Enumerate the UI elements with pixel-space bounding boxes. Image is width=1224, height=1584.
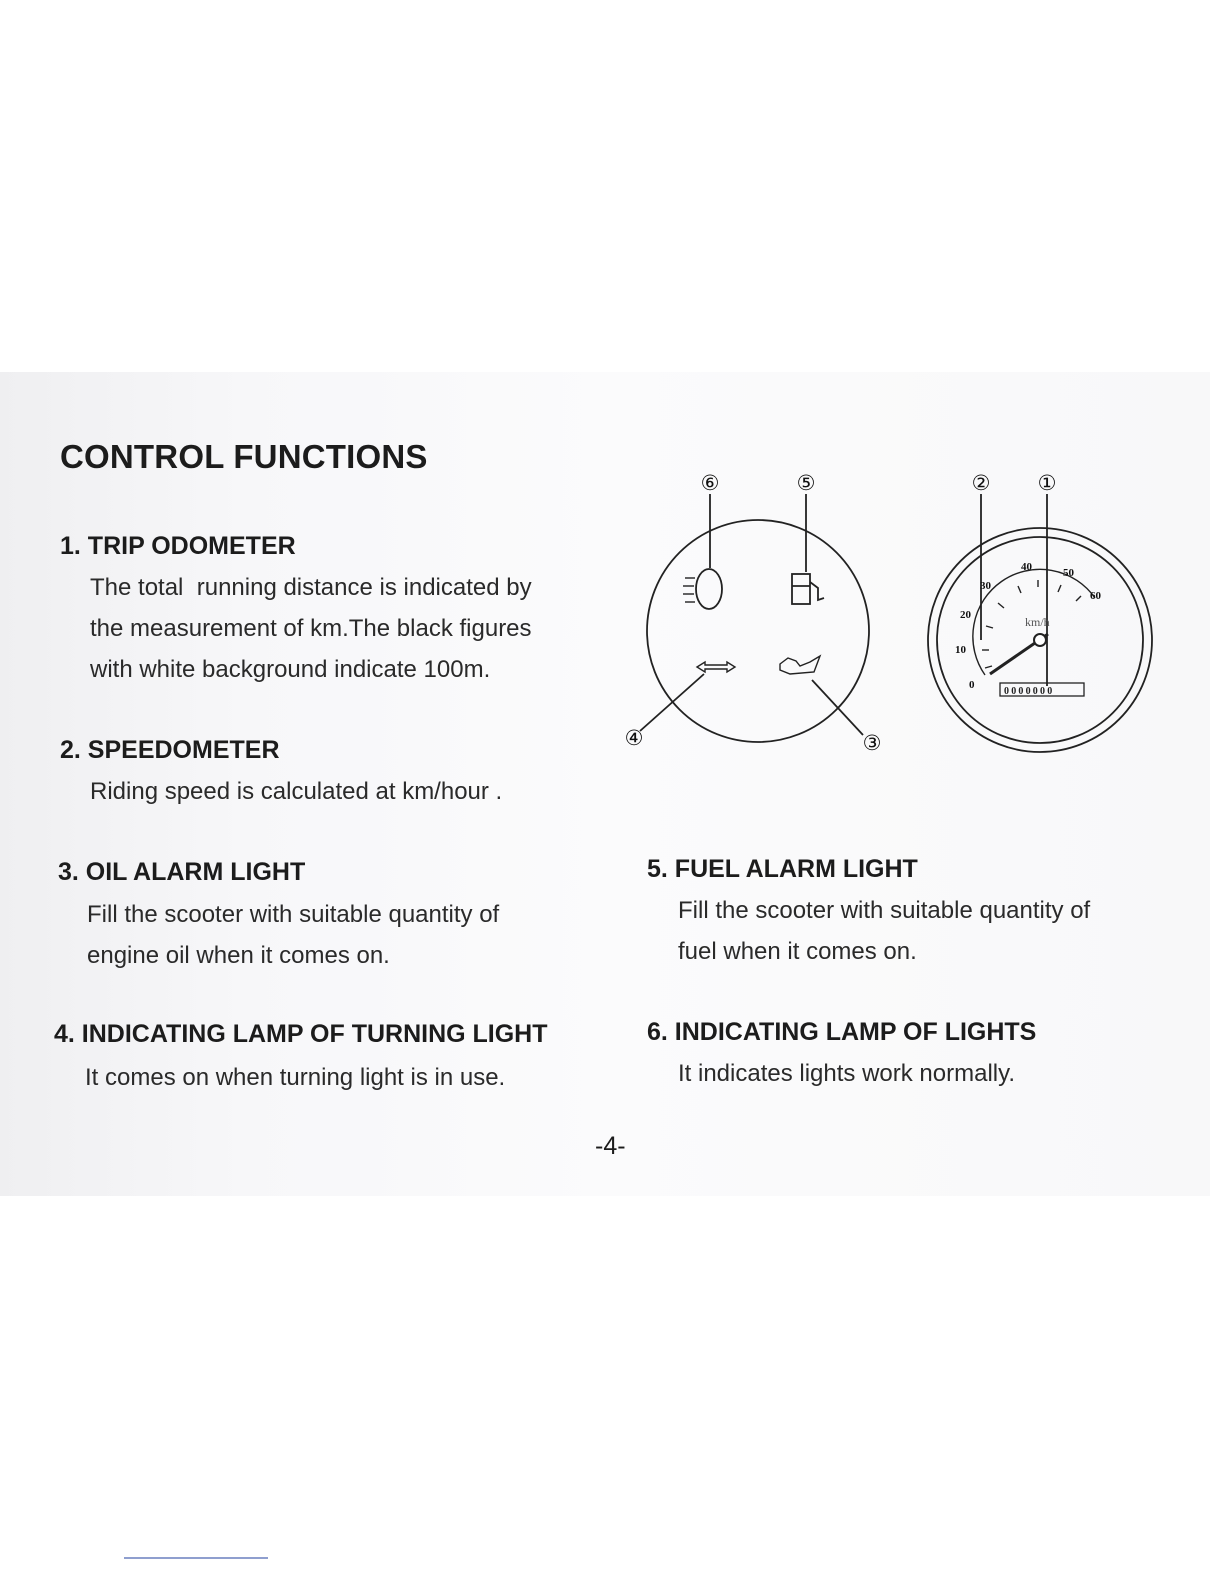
callout-1: ① <box>1037 471 1057 495</box>
speed-mark-50: 50 <box>1063 567 1074 579</box>
speed-mark-10: 10 <box>955 644 966 656</box>
headlight-beam-icon <box>683 578 695 602</box>
section-heading-trip-odometer: 1. TRIP ODOMETER <box>60 532 296 560</box>
section-heading-speedometer: 2. SPEEDOMETER <box>60 736 280 764</box>
section-body-lights: It indicates lights work normally. <box>678 1060 1016 1087</box>
section-body-fuel-alarm: Fill the scooter with suitable quantity of fuel when it comes on. <box>678 897 1091 965</box>
callout-5: ⑤ <box>796 471 816 495</box>
fuel-pump-icon <box>792 574 824 604</box>
speed-mark-20: 20 <box>960 609 971 621</box>
section-body-trip-odometer: The total running distance is indicated by the measurement of km.The black figures with white background indicate 100m. <box>90 574 532 683</box>
needle-hub <box>1034 634 1046 646</box>
callout-6: ⑥ <box>700 471 720 495</box>
oil-can-icon <box>780 656 820 674</box>
section-heading-oil-alarm: 3. OIL ALARM LIGHT <box>58 858 306 886</box>
speed-mark-30: 30 <box>980 580 991 592</box>
section-heading-lights: 6. INDICATING LAMP OF LIGHTS <box>647 1018 1037 1046</box>
speed-mark-0: 0 <box>969 679 975 691</box>
speed-mark-60: 60 <box>1090 590 1101 602</box>
section-body-speedometer: Riding speed is calculated at km/hour . <box>90 778 503 805</box>
indicator-panel <box>647 520 869 742</box>
section-body-oil-alarm: Fill the scooter with suitable quantity of engine oil when it comes on. <box>87 901 500 969</box>
turn-signal-icon <box>697 662 735 672</box>
callout-4: ④ <box>624 726 644 750</box>
leader-line-3 <box>812 680 863 735</box>
page-title: CONTROL FUNCTIONS <box>60 438 428 475</box>
speed-mark-40: 40 <box>1021 561 1032 573</box>
section-heading-turning-light: 4. INDICATING LAMP OF TURNING LIGHT <box>54 1020 548 1048</box>
headlight-icon <box>696 569 722 609</box>
callout-3: ③ <box>862 731 882 755</box>
page-number: -4- <box>595 1132 626 1160</box>
speed-unit: km/h <box>1025 615 1050 629</box>
odometer-digits: 0000000 <box>1004 686 1055 697</box>
callout-2: ② <box>971 471 991 495</box>
section-body-turning-light: It comes on when turning light is in use. <box>85 1064 506 1091</box>
footer-rule <box>124 1557 268 1559</box>
instrument-diagram <box>600 460 1180 770</box>
section-heading-fuel-alarm: 5. FUEL ALARM LIGHT <box>647 855 918 883</box>
